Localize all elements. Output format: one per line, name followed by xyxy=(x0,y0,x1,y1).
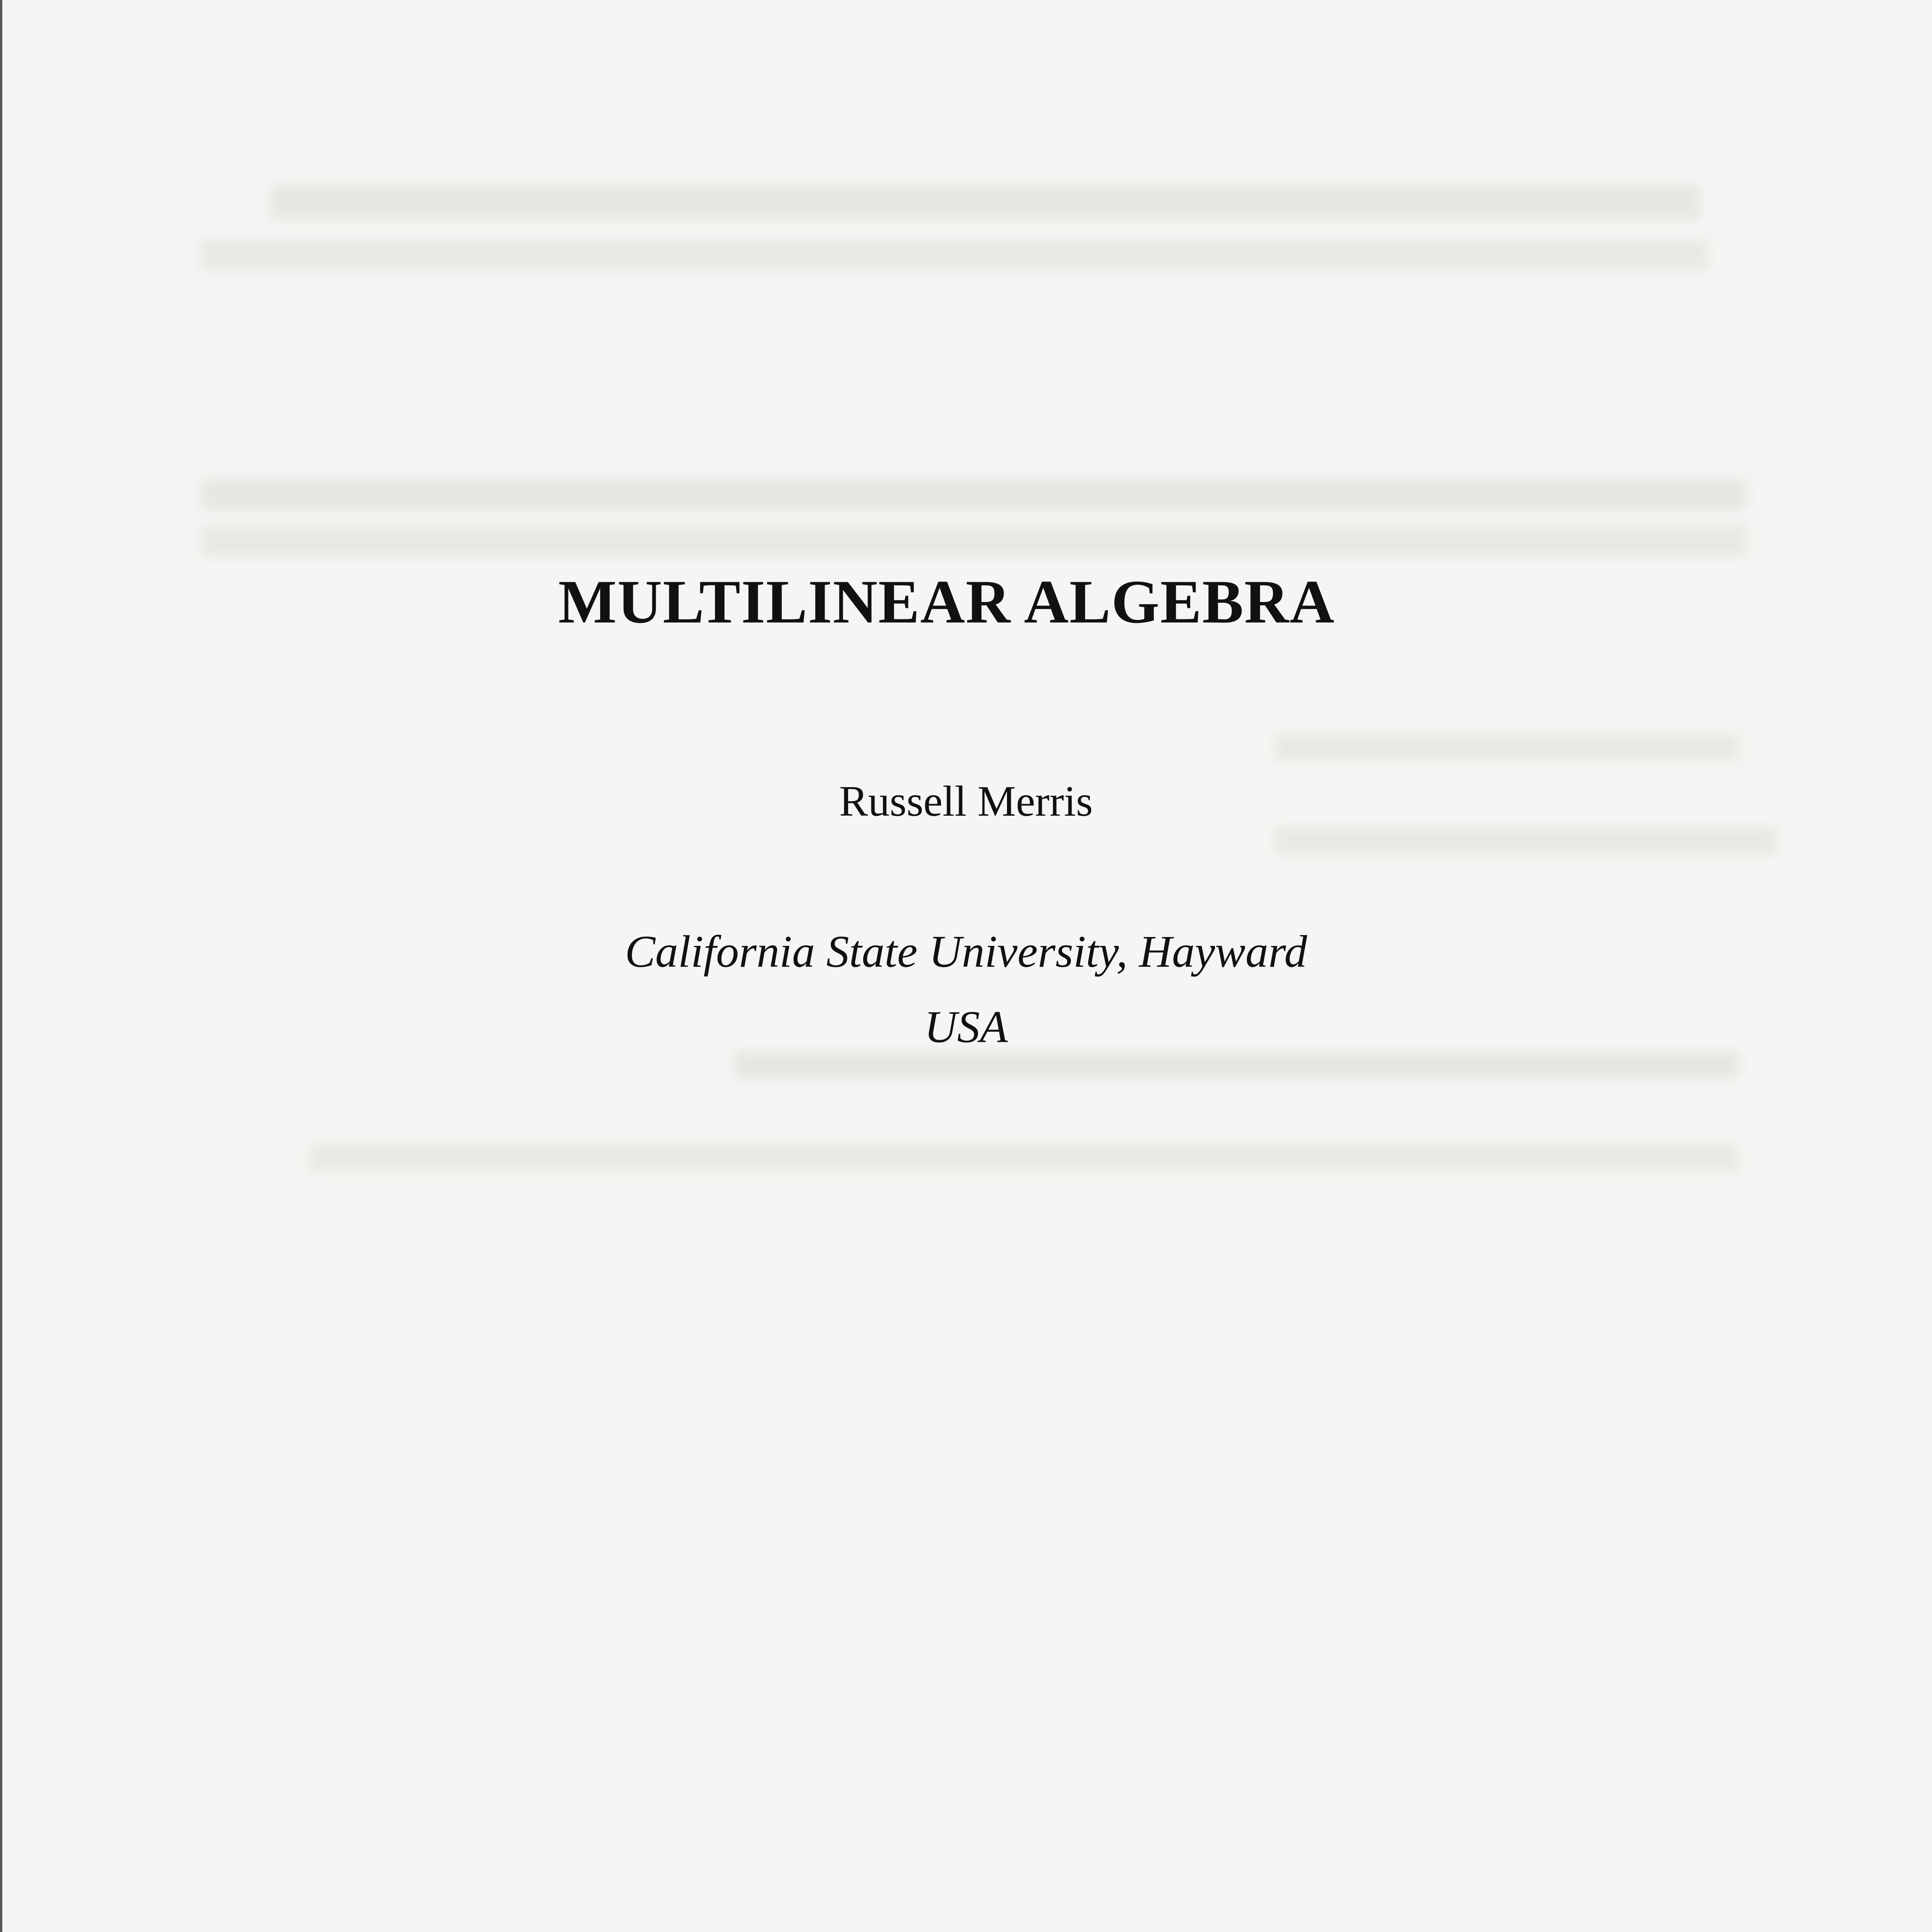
book-title: MULTILINEAR ALGEBRA xyxy=(558,567,1335,636)
show-through-texture xyxy=(270,185,1700,220)
show-through-texture xyxy=(201,526,1747,556)
show-through-texture xyxy=(1275,734,1739,761)
show-through-texture xyxy=(201,240,1708,270)
author-affiliation: California State University, Hayward xyxy=(625,926,1307,977)
show-through-texture xyxy=(201,479,1747,510)
author-country: USA xyxy=(924,1002,1008,1052)
show-through-texture xyxy=(1275,827,1777,854)
author-name: Russell Merris xyxy=(839,777,1093,825)
show-through-texture xyxy=(734,1051,1739,1078)
show-through-texture xyxy=(309,1144,1739,1171)
